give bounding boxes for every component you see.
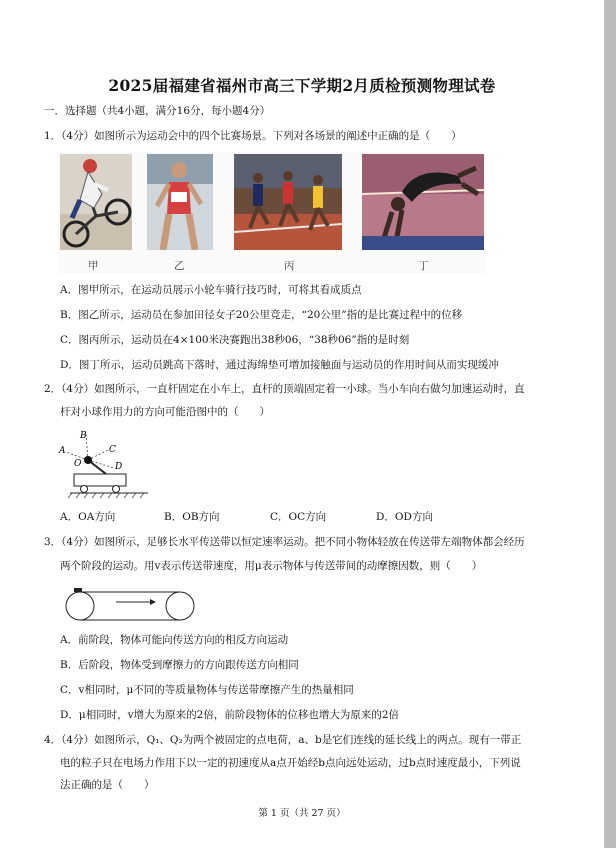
q3-option-c: C．v相同时，μ不同的等质量物体与传送带摩擦产生的热量相同 bbox=[60, 684, 354, 696]
q3-option-a: A．前阶段，物体可能向传送方向的相反方向运动 bbox=[60, 634, 289, 646]
q2-option-b: B．OB方向 bbox=[164, 511, 220, 523]
q3-stem-line2: 两个阶段的运动。用v表示传送带速度，用μ表示物体与传送带间的动摩擦因数，则（ ） bbox=[60, 560, 483, 572]
q1-option-d: D．图丁所示，运动员跳高下落时，通过海绵垫可增加接触面与运动员的作用时间从而实现缓冲 bbox=[60, 359, 499, 371]
q1-option-c: C．图丙所示，运动员在4×100米决赛跑出38秒06，“38秒06”指的是时刻 bbox=[60, 334, 410, 346]
high-jump-photo bbox=[362, 154, 484, 250]
q2-option-a: A．OA方向 bbox=[60, 511, 116, 523]
q2-stem-line2: 杆对小球作用力的方向可能沿图中的（ ） bbox=[60, 406, 270, 418]
q4-stem-line2: 电的粒子只在电场力作用下以一定的初速度从a点开始经b点向远处运动，过b点时速度最小，下列说 bbox=[60, 757, 521, 769]
q1-option-b: B．图乙所示，运动员在参加田径女子20公里竞走，“20公里”指的是比赛过程中的位移 bbox=[60, 309, 463, 321]
page-footer: 第 1 页（共 27 页） bbox=[258, 808, 346, 819]
cart-rod-diagram bbox=[58, 428, 150, 500]
q4-stem-line1: 4．（4分）如图所示，Q₁、Q₂为两个被固定的点电荷，a、b是它们连线的延长线上的两点。现有一带正 bbox=[44, 734, 522, 746]
label-b: B bbox=[80, 431, 87, 441]
label-c: C bbox=[109, 445, 116, 455]
q1-stem: 1．（4分）如图所示为运动会中的四个比赛场景。下列对各场景的阐述中正确的是（ ） bbox=[44, 130, 462, 142]
q2-option-c: C．OC方向 bbox=[270, 511, 327, 523]
q3-option-d: D．μ相同时，v增大为原来的2倍，前阶段物体的位移也增大为原来的2倍 bbox=[60, 709, 400, 721]
sprinters-photo bbox=[234, 154, 342, 250]
bmx-rider-photo bbox=[60, 154, 132, 250]
caption-bing: 丙 bbox=[284, 260, 295, 272]
caption-jia: 甲 bbox=[88, 260, 99, 272]
q3-option-b: B．后阶段，物体受到摩擦力的方向跟传送方向相同 bbox=[60, 659, 299, 671]
q2-stem-line1: 2．（4分）如图所示，一直杆固定在小车上，直杆的顶端固定着一小球。当小车向右做匀加速运动时，直 bbox=[44, 383, 525, 395]
caption-ding: 丁 bbox=[418, 260, 429, 272]
q3-stem-line1: 3．（4分）如图所示，足够长水平传送带以恒定速率运动。把不同小物体轻放在传送带左端物体都会经历 bbox=[44, 536, 525, 548]
section-heading: 一．选择题（共4小题，满分16分，每小题4分） bbox=[44, 105, 271, 117]
q2-option-d: D．OD方向 bbox=[376, 511, 433, 523]
label-o: O bbox=[74, 459, 82, 469]
conveyor-belt-diagram bbox=[60, 588, 200, 624]
label-d: D bbox=[115, 462, 123, 472]
page-title: 2025届福建省福州市高三下学期2月质检预测物理试卷 bbox=[108, 76, 496, 95]
caption-yi: 乙 bbox=[174, 260, 185, 272]
q4-stem-line3: 法正确的是（ ） bbox=[60, 779, 155, 791]
race-walker-photo bbox=[147, 154, 213, 250]
q1-option-a: A．图甲所示，在运动员展示小轮车骑行技巧时，可将其看成质点 bbox=[60, 284, 362, 296]
label-a: A bbox=[59, 446, 66, 456]
